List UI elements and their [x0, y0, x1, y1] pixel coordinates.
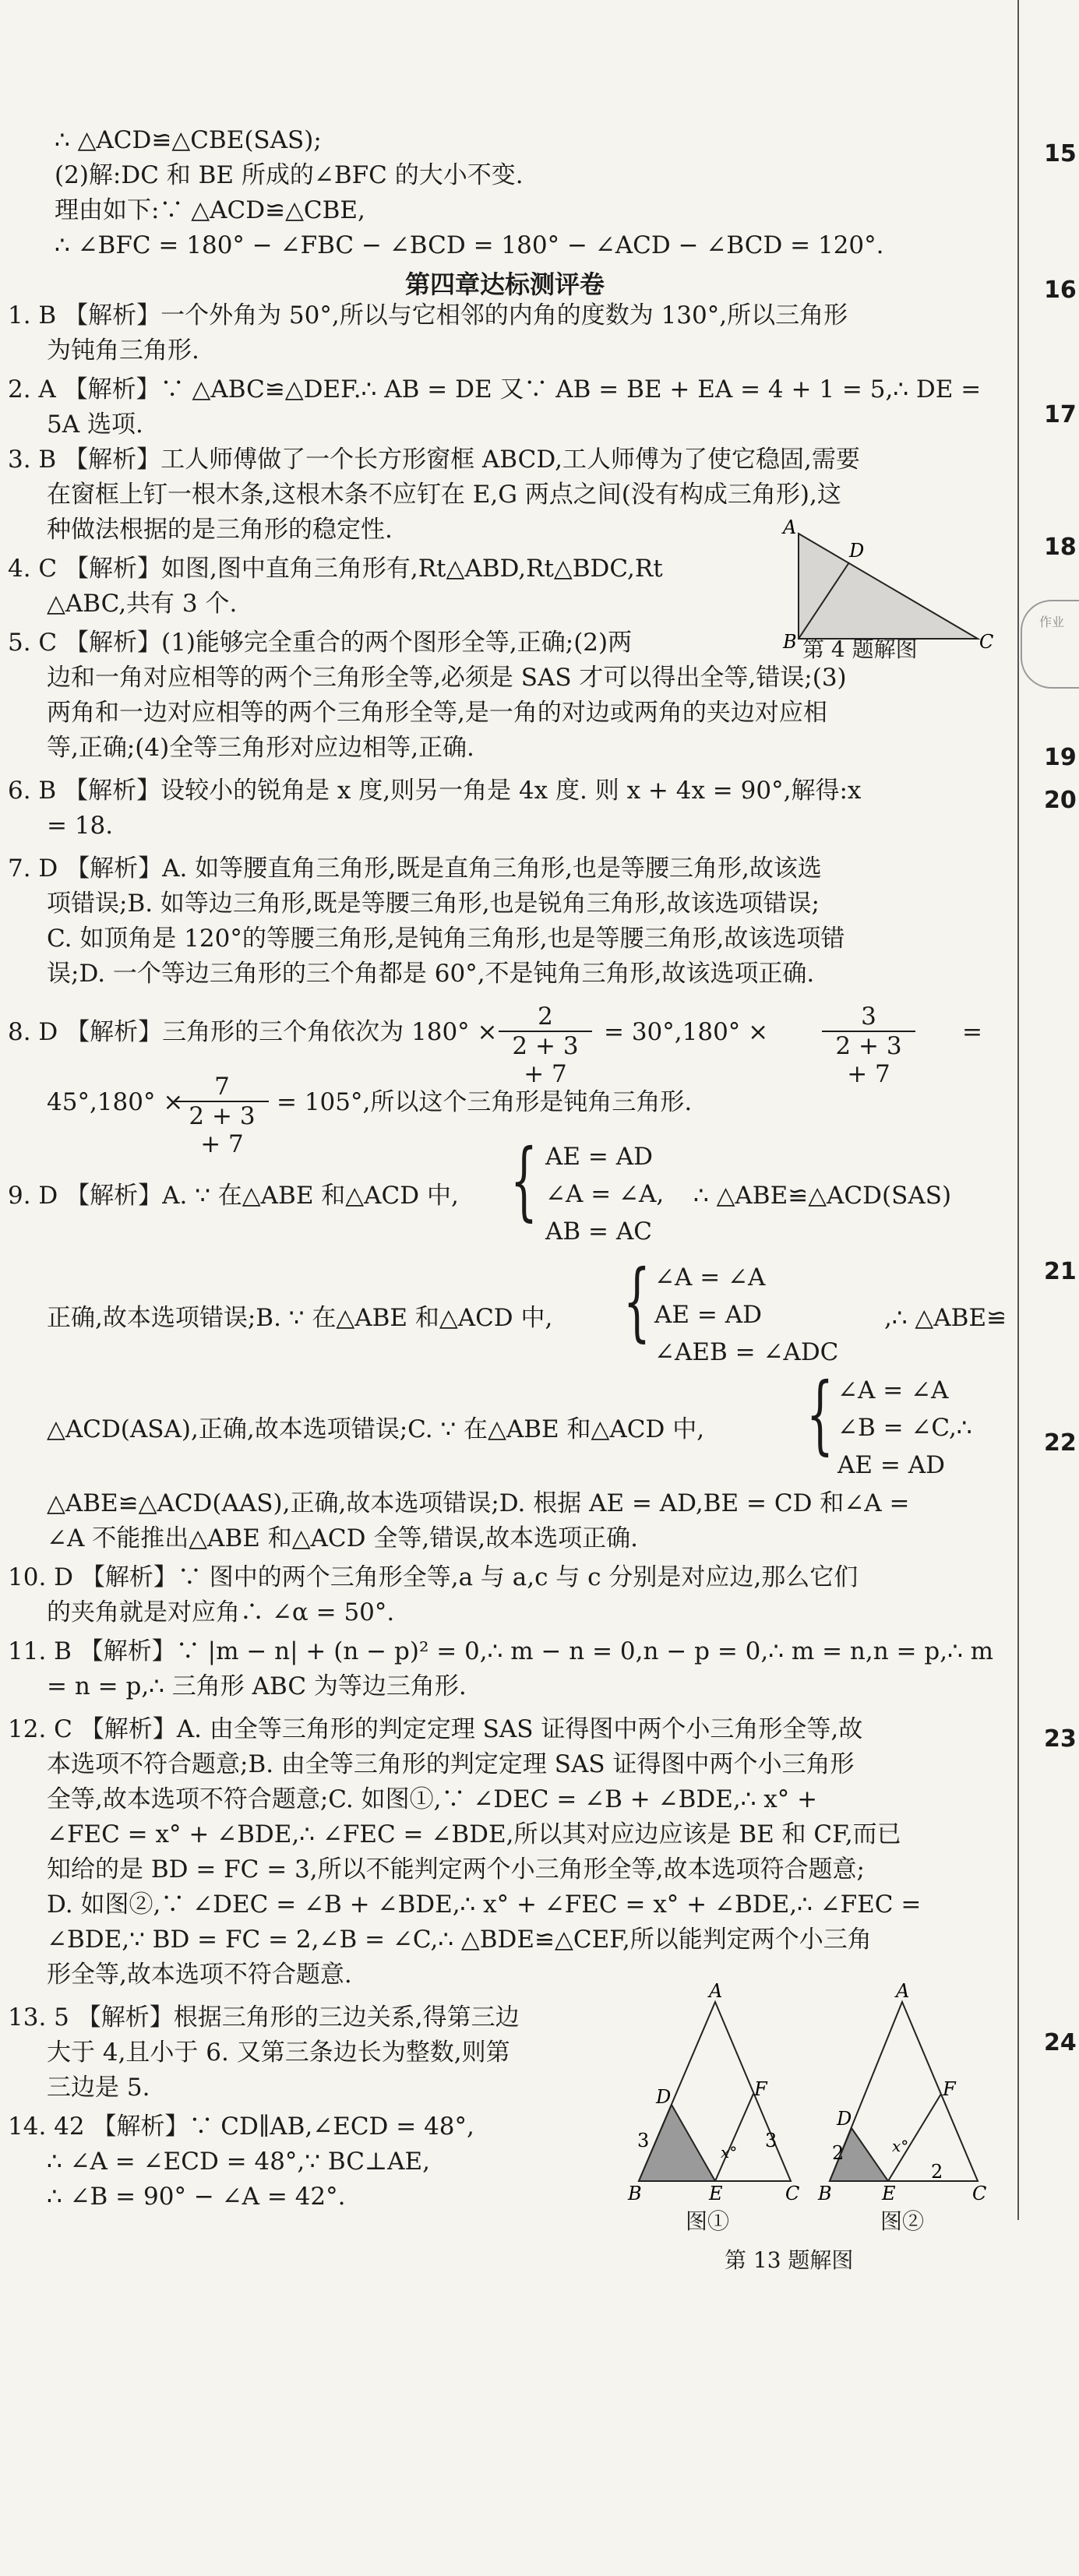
answer-2: 2. A 【解析】∵ △ABC≌△DEF.∴ AB = DE 又∵ AB = BE + EA = 4 + 1 = 5,∴ DE =: [8, 375, 982, 403]
brace: {: [806, 1364, 834, 1464]
text-line: = 30°,180° ×: [604, 1018, 769, 1046]
brace-line: ∠AEB = ∠ADC: [654, 1338, 839, 1366]
brace-line: AE = AD: [654, 1301, 762, 1329]
label-D: D: [849, 540, 865, 562]
text-line: 本选项不符合题意;B. 由全等三角形的判定定理 SAS 证得图中两个小三角形: [47, 1750, 855, 1778]
svg-text:E: E: [709, 2183, 723, 2204]
text-line: 全等,故本选项不符合题意;C. 如图①,∵ ∠DEC = ∠B + ∠BDE,∴ x° +: [47, 1785, 818, 1813]
text-line: 5A 选项.: [47, 411, 143, 439]
svg-text:2: 2: [832, 2142, 845, 2164]
fig1-caption: 图①: [686, 2208, 730, 2234]
text-line: △ACD(ASA),正确,故本选项错误;C. ∵ 在△ABE 和△ACD 中,: [47, 1415, 705, 1443]
fraction: $\frac{7}{2 + 3 + 7}$: [175, 1073, 269, 1158]
svg-text:B: B: [818, 2183, 832, 2204]
text-line: 正确,故本选项错误;B. ∵ 在△ABE 和△ACD 中,: [47, 1304, 553, 1332]
text-line: = n = p,∴ 三角形 ABC 为等边三角形.: [47, 1672, 467, 1700]
brace-line: AE = AD: [545, 1143, 653, 1171]
answer-10: 10. D 【解析】∵ 图中的两个三角形全等,a 与 a,c 与 c 分别是对应边,那么它们: [8, 1563, 859, 1591]
text-line: 项错误;B. 如等边三角形,既是等腰三角形,也是锐角三角形,故该选项错误;: [47, 890, 820, 918]
text-line: ∴ ∠BFC = 180° − ∠FBC − ∠BCD = 180° − ∠ACD − ∠BCD = 120°.: [55, 231, 884, 259]
right-number: 23: [1044, 1725, 1077, 1753]
answer-3: 3. B 【解析】工人师傅做了一个长方形窗框 ABCD,工人师傅为了使它稳固,需要: [8, 446, 860, 474]
right-number: 15: [1044, 140, 1077, 167]
column-divider: [1017, 0, 1019, 2220]
fig2-caption: 图②: [880, 2208, 925, 2234]
text-line: △ABE≌△ACD(AAS),正确,故本选项错误;D. 根据 AE = AD,BE = CD 和∠A =: [47, 1489, 910, 1517]
text-line: =: [962, 1018, 982, 1046]
svg-text:F: F: [754, 2078, 767, 2100]
brace: {: [510, 1130, 538, 1230]
text-line: ∴ △ACD≌△CBE(SAS);: [55, 126, 322, 154]
answer-8: 8. D 【解析】三角形的三个角依次为 180° ×: [8, 1018, 498, 1046]
svg-text:2: 2: [931, 2161, 943, 2183]
text-line: 等,正确;(4)全等三角形对应边相等,正确.: [47, 734, 474, 762]
label-A: A: [783, 516, 797, 538]
fig13-diagram: [623, 1979, 1005, 2212]
answer-6: 6. B 【解析】设较小的锐角是 x 度,则另一角是 4x 度. 则 x + 4x = 90°,解得:x: [8, 777, 862, 805]
text-line: 种做法根据的是三角形的稳定性.: [47, 516, 393, 544]
answer-5: 5. C 【解析】(1)能够完全重合的两个图形全等,正确;(2)两: [8, 629, 633, 657]
text-line: 45°,180° ×: [47, 1088, 184, 1116]
fraction: $\frac{2}{2 + 3 + 7}$: [499, 1003, 592, 1088]
fig13-caption: 第 13 题解图: [725, 2247, 854, 2273]
right-number: 19: [1044, 744, 1077, 771]
text-line: ∴ △ABE≌△ACD(SAS): [693, 1182, 952, 1210]
text-line: 理由如下:∵ △ACD≌△CBE,: [55, 196, 365, 224]
svg-text:3: 3: [765, 2130, 778, 2151]
svg-text:D: D: [656, 2086, 672, 2108]
text-line: 三边是 5.: [47, 2074, 150, 2102]
svg-text:A: A: [709, 1980, 723, 2002]
svg-text:F: F: [943, 2078, 956, 2100]
right-number: 24: [1044, 2029, 1077, 2056]
brace: {: [623, 1251, 651, 1351]
right-number: 16: [1044, 277, 1077, 304]
svg-text:A: A: [896, 1980, 910, 2002]
answer-9: 9. D 【解析】A. ∵ 在△ABE 和△ACD 中,: [8, 1182, 459, 1210]
answer-4: 4. C 【解析】如图,图中直角三角形有,Rt△ABD,Rt△BDC,Rt: [8, 555, 663, 583]
brace-line: ∠A = ∠A: [654, 1263, 766, 1292]
text-line: (2)解:DC 和 BE 所成的∠BFC 的大小不变.: [55, 161, 524, 189]
brace-line: ∠B = ∠C,∴: [837, 1414, 972, 1442]
text-line: 知给的是 BD = FC = 3,所以不能判定两个小三角形全等,故本选项符合题意;: [47, 1855, 865, 1884]
text-line: 大于 4,且小于 6. 又第三条边长为整数,则第: [47, 2039, 510, 2067]
answer-7: 7. D 【解析】A. 如等腰直角三角形,既是直角三角形,也是等腰三角形,故该选: [8, 855, 822, 883]
fig4-caption: 第 4 题解图: [802, 636, 918, 662]
brace-line: AB = AC: [545, 1218, 652, 1246]
text-line: 误;D. 一个等边三角形的三个角都是 60°,不是钝角三角形,故该选项正确.: [47, 960, 815, 988]
right-number: 22: [1044, 1429, 1077, 1457]
brace-line: ∠A = ∠A: [837, 1376, 949, 1404]
answer-13: 13. 5 【解析】根据三角形的三边关系,得第三边: [8, 2003, 520, 2032]
brace-line: AE = AD: [837, 1451, 945, 1479]
right-number: 21: [1044, 1258, 1077, 1285]
svg-text:E: E: [882, 2183, 896, 2204]
right-number: 20: [1044, 787, 1077, 814]
text-line: ∴ ∠A = ∠ECD = 48°,∵ BC⊥AE,: [47, 2148, 430, 2176]
svg-text:C: C: [972, 2183, 987, 2204]
svg-text:x°: x°: [892, 2137, 909, 2155]
text-line: 边和一角对应相等的两个三角形全等,必须是 SAS 才可以得出全等,错误;(3): [47, 664, 847, 692]
svg-text:3: 3: [637, 2130, 650, 2151]
text-line: ,∴ △ABE≌: [884, 1304, 1007, 1332]
text-line: = 105°,所以这个三角形是钝角三角形.: [277, 1088, 693, 1116]
svg-text:C: C: [785, 2183, 800, 2204]
text-line: 的夹角就是对应角∴ ∠α = 50°.: [47, 1598, 395, 1626]
svg-text:x°: x°: [721, 2143, 738, 2162]
stamp-logo: 作业: [1021, 600, 1079, 689]
right-number: 17: [1044, 401, 1077, 428]
label-B: B: [783, 631, 797, 653]
right-number: 18: [1044, 534, 1077, 561]
text-line: = 18.: [47, 812, 114, 840]
svg-text:B: B: [628, 2183, 642, 2204]
text-line: C. 如顶角是 120°的等腰三角形,是钝角三角形,也是等腰三角形,故该选项错: [47, 925, 845, 953]
label-C: C: [979, 631, 994, 653]
text-line: 在窗框上钉一根木条,这根木条不应钉在 E,G 两点之间(没有构成三角形),这: [47, 481, 841, 509]
text-line: ∴ ∠B = 90° − ∠A = 42°.: [47, 2183, 346, 2211]
text-line: D. 如图②,∵ ∠DEC = ∠B + ∠BDE,∴ x° + ∠FEC = x° + ∠BDE,∴ ∠FEC =: [47, 1891, 922, 1919]
answer-1: 1. B 【解析】一个外角为 50°,所以与它相邻的内角的度数为 130°,所以三角形: [8, 301, 848, 329]
text-line: 形全等,故本选项不符合题意.: [47, 1961, 352, 1989]
text-line: ∠A 不能推出△ABE 和△ACD 全等,错误,故本选项正确.: [47, 1524, 638, 1552]
section-title: 第四章达标测评卷: [405, 270, 605, 299]
answer-14: 14. 42 【解析】∵ CD∥AB,∠ECD = 48°,: [8, 2113, 474, 2141]
text-line: 为钝角三角形.: [47, 337, 199, 365]
brace-line: ∠A = ∠A,: [545, 1180, 665, 1208]
svg-text:D: D: [837, 2108, 852, 2130]
text-line: ∠FEC = x° + ∠BDE,∴ ∠FEC = ∠BDE,所以其对应边应该是 BE 和 CF,而已: [47, 1820, 901, 1848]
text-line: 两角和一边对应相等的两个三角形全等,是一角的对边或两角的夹边对应相: [47, 699, 827, 727]
answer-11: 11. B 【解析】∵ |m − n| + (n − p)² = 0,∴ m − n = 0,n − p = 0,∴ m = n,n = p,∴ m: [8, 1637, 994, 1665]
answer-12: 12. C 【解析】A. 由全等三角形的判定定理 SAS 证得图中两个小三角形全等,故: [8, 1715, 863, 1743]
fraction: $\frac{3}{2 + 3 + 7}$: [822, 1003, 915, 1088]
text-line: ∠BDE,∵ BD = FC = 2,∠B = ∠C,∴ △BDE≌△CEF,所以能判定两个小三角: [47, 1926, 872, 1954]
text-line: △ABC,共有 3 个.: [47, 590, 238, 618]
